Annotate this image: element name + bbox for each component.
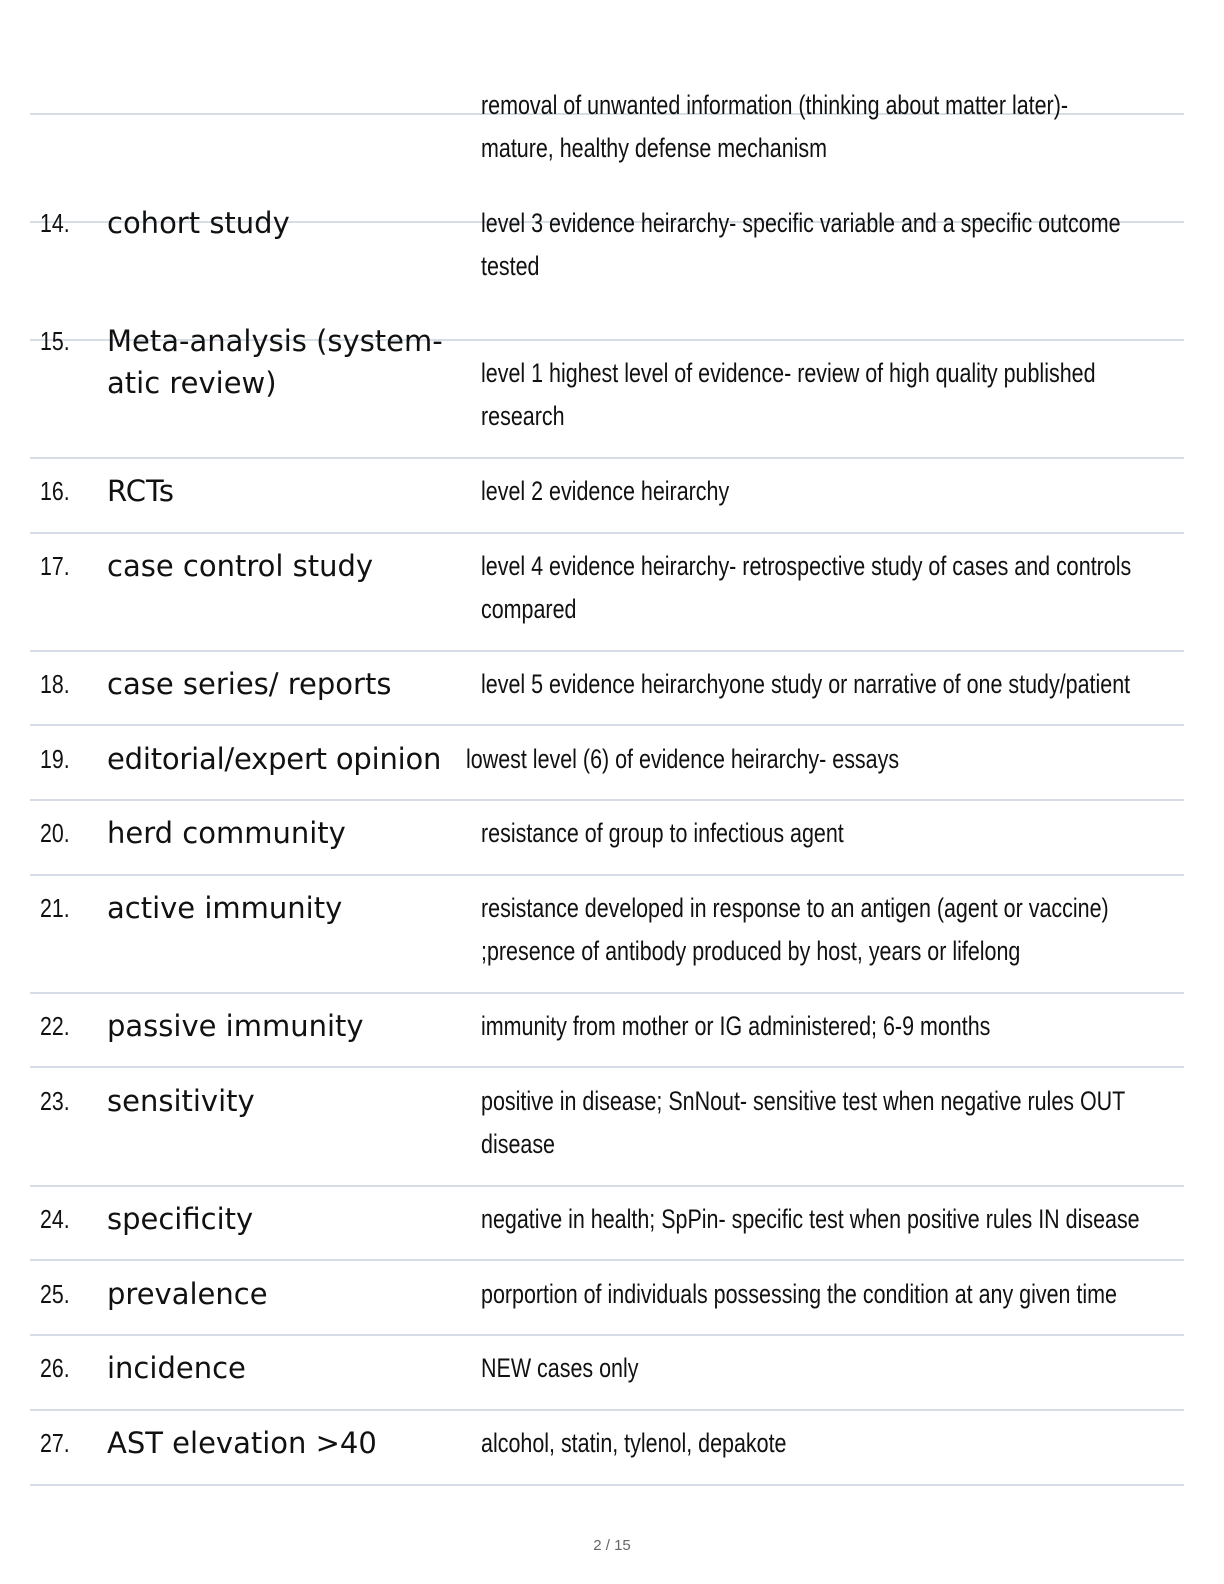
item-definition: level 4 evidence heirarchy- retrospective study of cases and controls compared [481, 551, 1132, 624]
item-number: 23. [40, 1086, 70, 1116]
item-term: Meta-analysis (system- atic review) [107, 324, 443, 400]
item-number: 27. [40, 1428, 70, 1458]
item-number: 26. [40, 1353, 70, 1383]
divider [30, 532, 1184, 534]
item-number: 17. [40, 551, 70, 581]
item-definition: level 3 evidence heirarchy- specific variable and a specific outcome tested [481, 208, 1121, 281]
item-definition: level 5 evidence heirarchyone study or narrative of one study/patient [481, 669, 1131, 699]
divider [30, 799, 1184, 801]
item-number: 16. [40, 476, 70, 506]
item-number: 15. [40, 326, 70, 356]
item-definition: level 1 highest level of evidence- review of high quality published research [481, 358, 1096, 431]
item-term: case series/ reports [107, 667, 392, 701]
divider [30, 992, 1184, 994]
item-term: herd community [107, 816, 346, 850]
item-definition: level 2 evidence heirarchy [481, 476, 730, 506]
continued-definition: removal of unwanted information (thinking about matter later)- mature, healthy defense mechanism [481, 90, 1069, 163]
divider [30, 1409, 1184, 1411]
item-definition: lowest level (6) of evidence heirarchy- essays [466, 744, 900, 774]
item-number: 22. [40, 1011, 70, 1041]
divider [30, 650, 1184, 652]
item-number: 20. [40, 818, 70, 848]
item-term: incidence [107, 1351, 246, 1385]
item-definition: NEW cases only [481, 1353, 639, 1383]
item-term: RCTs [107, 474, 174, 508]
page-indicator: 2 / 15 [593, 1537, 631, 1554]
item-term: cohort study [107, 206, 290, 240]
divider [30, 874, 1184, 876]
item-term: sensitivity [107, 1084, 255, 1118]
item-number: 25. [40, 1279, 70, 1309]
item-term: passive immunity [107, 1009, 364, 1043]
divider [30, 1259, 1184, 1261]
item-definition: positive in disease; SnNout- sensitive test when negative rules OUT disease [481, 1086, 1126, 1159]
item-number: 24. [40, 1204, 70, 1234]
divider [30, 1066, 1184, 1068]
item-definition: resistance of group to infectious agent [481, 818, 844, 848]
item-term: editorial/expert opinion [107, 742, 442, 776]
item-definition: porportion of individuals possessing the condition at any given time [481, 1279, 1117, 1309]
item-definition: negative in health; SpPin- specific test when positive rules IN disease [481, 1204, 1140, 1234]
item-definition: alcohol, statin, tylenol, depakote [481, 1428, 787, 1458]
divider [30, 1484, 1184, 1486]
item-definition: immunity from mother or IG administered; 6-9 months [481, 1011, 991, 1041]
item-number: 14. [40, 208, 70, 238]
item-term: AST elevation >40 [107, 1426, 377, 1460]
item-term: prevalence [107, 1277, 268, 1311]
item-number: 18. [40, 669, 70, 699]
item-number: 19. [40, 744, 70, 774]
divider [30, 724, 1184, 726]
item-term: case control study [107, 549, 374, 583]
item-number: 21. [40, 893, 70, 923]
item-term: specificity [107, 1202, 254, 1236]
divider [30, 1185, 1184, 1187]
item-definition: resistance developed in response to an antigen (agent or vaccine) ;presence of antibody produced by host, years or lifelong [481, 893, 1109, 966]
item-term: active immunity [107, 891, 343, 925]
divider [30, 1334, 1184, 1336]
divider [30, 457, 1184, 459]
